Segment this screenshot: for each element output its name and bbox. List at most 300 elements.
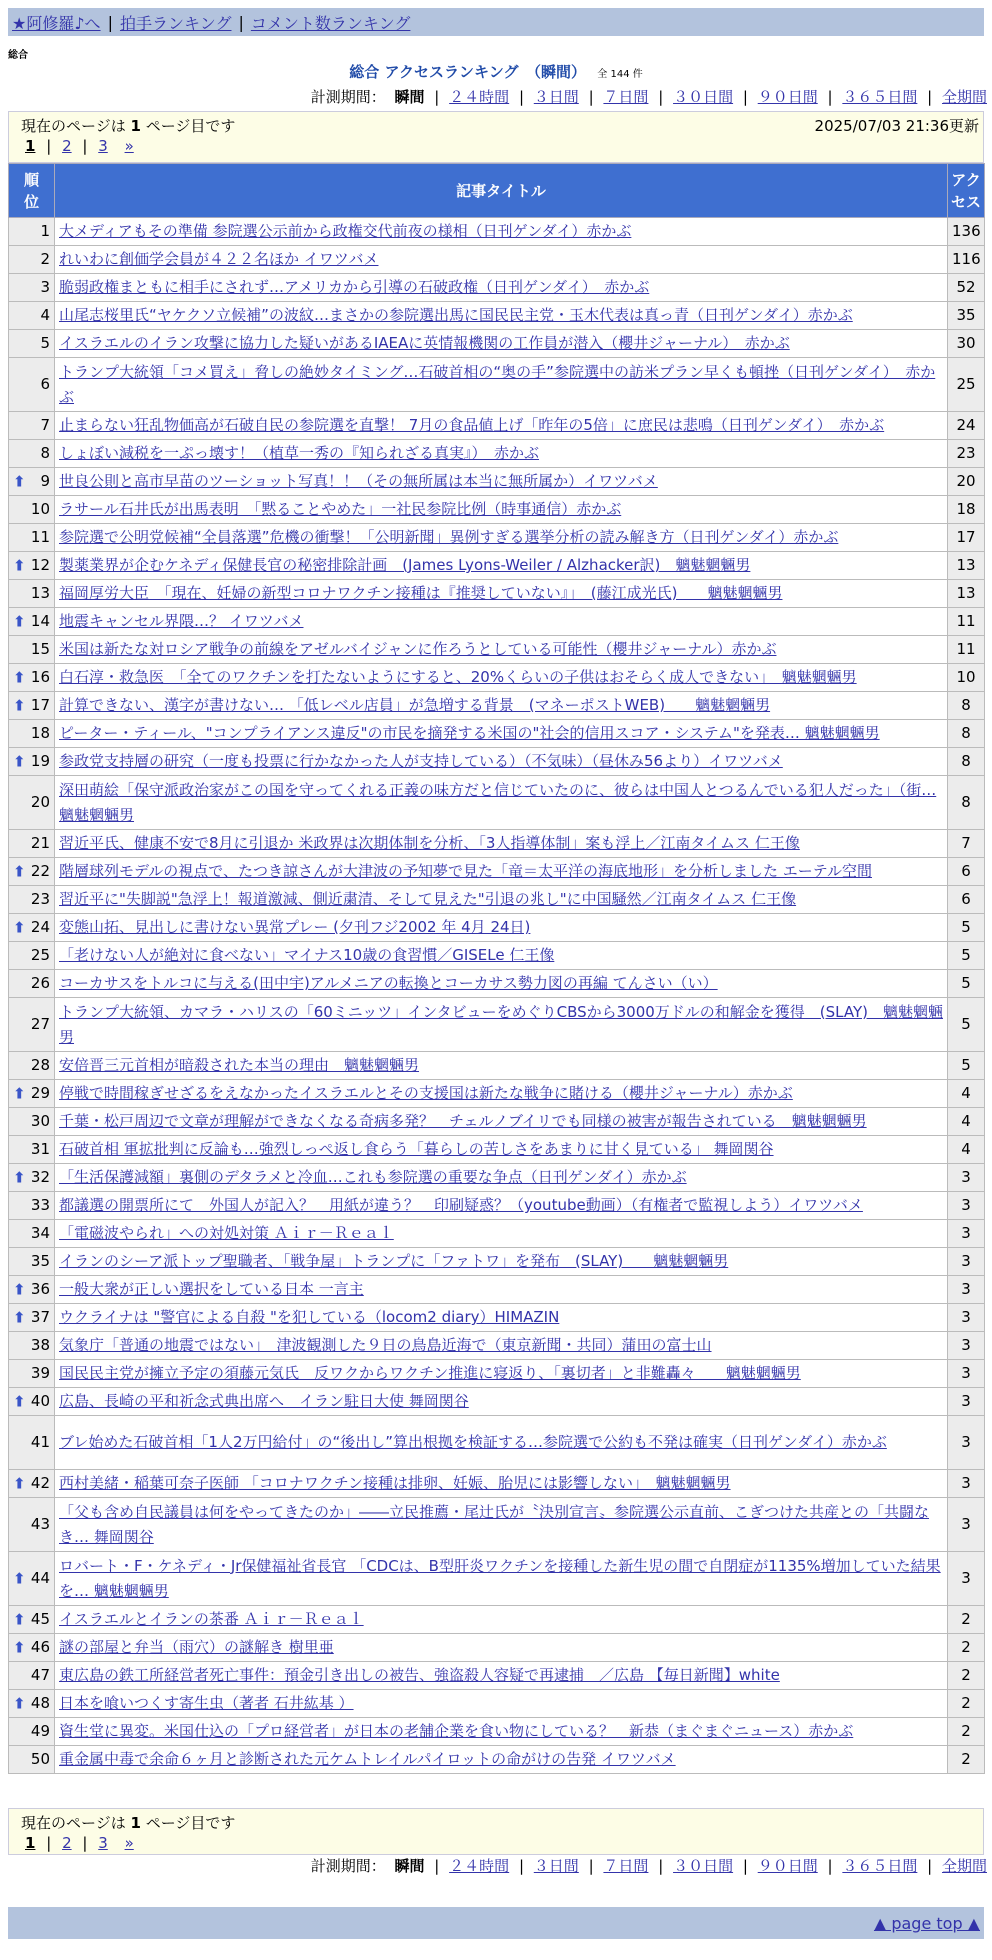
- page-info-text: 現在のページは 1 ページ目です: [21, 117, 236, 135]
- article-link[interactable]: 米国は新たな対ロシア戦争の前線をアゼルバイジャンに作ろうとしている可能性（櫻井ジャーナル）赤かぶ: [59, 640, 777, 658]
- table-row: [9, 1304, 985, 1332]
- rank-cell: [9, 1470, 55, 1498]
- access-count: 8: [948, 692, 985, 720]
- access-count: 4: [948, 1108, 985, 1136]
- rank-number: 31: [30, 1140, 50, 1158]
- rank-number: 34: [30, 1224, 50, 1242]
- rank-number: 15: [30, 640, 50, 658]
- rank-number: 38: [30, 1336, 50, 1354]
- article-link[interactable]: 日本を喰いつくす寄生虫（著者 石井紘基 ）: [59, 1694, 354, 1712]
- article-link[interactable]: 深田萌絵「保守派政治家がこの国を守ってくれる正義の味方だと信じていたのに、彼らは中国人とつるんでいる犯人だった」（街… 魑魅魍魎男: [59, 780, 937, 824]
- rank-cell: [9, 1360, 55, 1388]
- article-link[interactable]: 都議選の開票所にて 外国人が記入？ 用紙が違う？ 印刷疑惑？（youtube動画）（有権者で監視しよう）イワツバメ: [59, 1196, 863, 1214]
- article-link[interactable]: 「生活保護減額」裏側のデタラメと冷血…これも参院選の重要な争点（日刊ゲンダイ）赤かぶ: [59, 1168, 687, 1186]
- article-link[interactable]: 参政党支持層の研究（一度も投票に行かなかった人が支持している）（不気味）（昼休み56より）イワツバメ: [59, 752, 783, 770]
- next-page-link[interactable]: »: [124, 1834, 134, 1852]
- period-7d-link[interactable]: ７日間: [603, 88, 649, 106]
- rank-number: 49: [30, 1722, 50, 1740]
- access-count: 5: [948, 998, 985, 1052]
- rank-number: 30: [30, 1112, 50, 1130]
- rank-number: 37: [30, 1308, 50, 1326]
- article-link[interactable]: 世良公則と高市早苗のツーショット写真！！（その無所属は本当に無所属か）イワツバメ: [59, 472, 658, 490]
- article-link[interactable]: 地震キャンセル界隈…？ イワツバメ: [59, 612, 304, 630]
- article-link[interactable]: 一般大衆が正しい選択をしている日本 一言主: [59, 1280, 364, 1298]
- access-count: 6: [948, 858, 985, 886]
- title-cell: [55, 1220, 948, 1248]
- rank-cell: [9, 748, 55, 776]
- access-count: 3: [948, 1192, 985, 1220]
- title-cell: [55, 468, 948, 496]
- rank-number: 14: [30, 612, 50, 630]
- article-link[interactable]: 習近平に"失脚説"急浮上！報道激減、側近粛清、そして見えた"引退の兆し"に中国騒然／江南タイムス 仁王像: [59, 890, 797, 908]
- period-3d-link[interactable]: ３日間: [533, 88, 579, 106]
- access-count: 116: [948, 246, 985, 274]
- arrow-up-icon: ⬆: [13, 1308, 26, 1326]
- table-row: [9, 246, 985, 274]
- access-count: 8: [948, 748, 985, 776]
- table-row: [9, 330, 985, 358]
- rank-number: 23: [30, 890, 50, 908]
- article-link[interactable]: 「父も含め自民議員は何をやってきたのか」――立民推薦・尾辻氏が〝決別宣言〟参院選公示直前、こぎつけた共産との「共闘なき… 舞岡関谷: [59, 1502, 930, 1546]
- rank-number: 3: [40, 278, 50, 296]
- article-link[interactable]: イランのシーア派トップ聖職者、「戦争屋」トランプに「ファトワ」を発布 (SLAY) 魑魅魍魎男: [59, 1252, 729, 1270]
- title-cell: [55, 302, 948, 330]
- article-link[interactable]: トランプ大統領、カマラ・ハリスの「60ミニッツ」インタビューをめぐりCBSから3000万ドルの和解金を獲得 (SLAY) 魑魅魍魎男: [59, 1002, 943, 1046]
- arrow-up-icon: ⬆: [13, 472, 26, 490]
- rank-number: 8: [40, 444, 50, 462]
- access-count: 13: [948, 552, 985, 580]
- article-link[interactable]: 東広島の鉄工所経営者死亡事件：預金引き出しの被告、強盗殺人容疑で再逮捕 ／広島 【毎日新聞】white: [59, 1666, 780, 1684]
- period-30d-link[interactable]: ３０日間: [673, 1857, 734, 1875]
- table-row: [9, 1718, 985, 1746]
- rank-cell: [9, 1416, 55, 1470]
- article-link[interactable]: 安倍晋三元首相が暗殺された本当の理由 魑魅魍魎男: [59, 1056, 420, 1074]
- table-row: [9, 1416, 985, 1470]
- article-link[interactable]: れいわに創価学会員が４２２名ほか イワツバメ: [59, 250, 379, 268]
- article-link[interactable]: 西村美緒・稲葉可奈子医師 「コロナワクチン接種は排卵、妊娠、胎児には影響しない」 魑魅魍魎男: [59, 1474, 731, 1492]
- access-count: 25: [948, 358, 985, 412]
- rank-cell: [9, 1662, 55, 1690]
- title-cell: [55, 1662, 948, 1690]
- article-link[interactable]: 謎の部屋と弁当（雨穴）の謎解き 樹里亜: [59, 1638, 334, 1656]
- rank-number: 28: [30, 1056, 50, 1074]
- rank-number: 44: [30, 1569, 50, 1587]
- nav-separator: |: [238, 12, 244, 32]
- title-cell: [55, 664, 948, 692]
- title-cell: [55, 218, 948, 246]
- title-cell: [55, 1080, 948, 1108]
- article-link[interactable]: 石破首相 軍拡批判に反論も…強烈しっぺ返し食らう「暮らしの苦しさをあまりに甘く見ている」 舞岡関谷: [59, 1140, 774, 1158]
- access-count: 8: [948, 720, 985, 748]
- article-link[interactable]: 重金属中毒で余命６ヶ月と診断された元ケムトレイルパイロットの命がけの告発 イワツバメ: [59, 1750, 676, 1768]
- table-row: [9, 1136, 985, 1164]
- title-cell: [55, 1304, 948, 1332]
- access-count: 5: [948, 914, 985, 942]
- rank-cell: [9, 692, 55, 720]
- access-count: 3: [948, 1248, 985, 1276]
- period-all-link[interactable]: 全期間: [941, 88, 987, 106]
- access-count: 3: [948, 1470, 985, 1498]
- title-cell: [55, 998, 948, 1052]
- access-count: 5: [948, 1052, 985, 1080]
- rank-number: 12: [30, 556, 50, 574]
- article-link[interactable]: イスラエルのイラン攻撃に協力した疑いがあるIAEAに英情報機関の工作員が潜入（櫻井ジャーナル） 赤かぶ: [59, 334, 790, 352]
- title-cell: [55, 914, 948, 942]
- rank-number: 26: [30, 974, 50, 992]
- rank-number: 39: [30, 1364, 50, 1382]
- article-link[interactable]: 製薬業界が企むケネディ保健長官の秘密排除計画 (James Lyons-Weiler / Alzhacker訳) 魑魅魍魎男: [59, 556, 751, 574]
- rank-number: 40: [30, 1392, 50, 1410]
- title-cell: [55, 412, 948, 440]
- table-row: [9, 776, 985, 830]
- rank-number: 6: [40, 375, 50, 393]
- table-row: [9, 1248, 985, 1276]
- title-cell: [55, 1470, 948, 1498]
- home-link[interactable]: ★阿修羅♪へ: [12, 13, 101, 33]
- rank-number: 18: [30, 724, 50, 742]
- genre-label: 総合: [8, 50, 28, 61]
- title-cell: [55, 636, 948, 664]
- period-3d-link[interactable]: ３日間: [533, 1857, 579, 1875]
- article-link[interactable]: コーカサスをトルコに与える(田中宇)アルメニアの転換とコーカサス勢力図の再編 てんさい（い）: [59, 974, 718, 992]
- article-link[interactable]: 参院選で公明党候補“全員落選”危機の衝撃！「公明新聞」異例すぎる選挙分析の読み解き方（日刊ゲンダイ）赤かぶ: [59, 528, 839, 546]
- rank-number: 11: [30, 528, 50, 546]
- rank-number: 50: [30, 1750, 50, 1768]
- table-row: [9, 468, 985, 496]
- table-row: [9, 1690, 985, 1718]
- rank-number: 2: [40, 250, 50, 268]
- title-cell: [55, 1248, 948, 1276]
- article-link[interactable]: イスラエルとイランの茶番 Ａｉｒ－Ｒｅａｌ: [59, 1610, 364, 1628]
- access-count: 3: [948, 1276, 985, 1304]
- article-link[interactable]: 変態山拓、見出しに書けない異常プレー (夕刊フジ2002 年 4月 24日): [59, 918, 531, 936]
- comment-ranking-link[interactable]: コメント数ランキング: [250, 13, 411, 33]
- table-row: [9, 496, 985, 524]
- rank-cell: [9, 218, 55, 246]
- article-link[interactable]: 国民民主党が擁立予定の須藤元気氏 反ワクからワクチン推進に寝返り、「裏切者」と非難轟々 魑魅魍魎男: [59, 1364, 801, 1382]
- title-cell: [55, 970, 948, 998]
- title-cell: [55, 858, 948, 886]
- arrow-up-icon: ⬆: [13, 1474, 26, 1492]
- rank-cell: [9, 970, 55, 998]
- arrow-up-icon: ⬆: [13, 1084, 26, 1102]
- access-count: 3: [948, 1416, 985, 1470]
- period-7d-link[interactable]: ７日間: [603, 1857, 649, 1875]
- arrow-up-icon: ⬆: [13, 612, 26, 630]
- access-count: 3: [948, 1498, 985, 1552]
- rank-cell: [9, 886, 55, 914]
- title-cell: [55, 358, 948, 412]
- rank-number: 17: [30, 696, 50, 714]
- page-info-bottom: [8, 1808, 984, 1855]
- page-top-link[interactable]: ▲ page top ▲: [873, 1914, 980, 1933]
- title-cell: [55, 1746, 948, 1774]
- page-current: 1: [25, 1834, 36, 1852]
- access-count: 5: [948, 942, 985, 970]
- access-count: 10: [948, 664, 985, 692]
- article-link[interactable]: ロバート・F・ケネディ・Jr保健福祉省長官 「CDCは、B型肝炎ワクチンを接種した新生児の間で自閉症が1135%増加していた結果を… 魑魅魍魎男: [59, 1556, 941, 1600]
- period-24h-link[interactable]: ２４時間: [449, 1857, 510, 1875]
- table-row: [9, 524, 985, 552]
- pagination-bottom: 1 | 2 | 3 »: [25, 1834, 134, 1852]
- article-link[interactable]: 福岡厚労大臣 「現在、妊婦の新型コロナワクチン接種は『推奨していない』」 (藤江成光氏) 魑魅魍魎男: [59, 584, 783, 602]
- access-count: 7: [948, 830, 985, 858]
- article-link[interactable]: 気象庁「普通の地震ではない」 津波観測した９日の鳥島近海で（東京新聞・共同）蒲田の富士山: [59, 1336, 712, 1354]
- access-count: 30: [948, 330, 985, 358]
- clap-ranking-link[interactable]: 拍手ランキング: [119, 13, 232, 33]
- rank-number: 27: [30, 1015, 50, 1033]
- page-2-link[interactable]: 2: [62, 137, 72, 155]
- table-row: [9, 358, 985, 412]
- page-3-link[interactable]: 3: [98, 1834, 108, 1852]
- period-365d-link[interactable]: ３６５日間: [842, 88, 918, 106]
- title-column-header: 記事タイトル: [55, 164, 948, 218]
- access-count: 52: [948, 274, 985, 302]
- article-link[interactable]: 「老けない人が絶対に食べない」マイナス10歳の食習慣／GISELe 仁王像: [59, 946, 555, 964]
- table-row: [9, 858, 985, 886]
- article-link[interactable]: 習近平氏、健康不安で8月に引退か 米政界は次期体制を分析、「3人指導体制」案も浮上／江南タイムス 仁王像: [59, 834, 800, 852]
- arrow-up-icon: ⬆: [13, 918, 26, 936]
- total-count: 全 144 件: [597, 69, 643, 80]
- rank-number: 41: [30, 1433, 50, 1451]
- title-cell: [55, 1108, 948, 1136]
- table-row: [9, 218, 985, 246]
- title-cell: [55, 692, 948, 720]
- table-row: [9, 1108, 985, 1136]
- access-count: 2: [948, 1662, 985, 1690]
- title-cell: [55, 1606, 948, 1634]
- article-link[interactable]: ウクライナは "警官による自殺 "を犯している（locom2 diary）HIMAZIN: [59, 1308, 560, 1326]
- article-link[interactable]: 白石淳・救急医 「全てのワクチンを打たないようにすると、20%くらいの子供はおそらく成人できない」 魑魅魍魎男: [59, 668, 857, 686]
- access-count: 3: [948, 1332, 985, 1360]
- article-link[interactable]: 停戦で時間稼ぎせざるをえなかったイスラエルとその支援国は新たな戦争に賭ける（櫻井ジャーナル）赤かぶ: [59, 1084, 793, 1102]
- rank-cell: [9, 524, 55, 552]
- rank-cell: [9, 1746, 55, 1774]
- rank-cell: [9, 412, 55, 440]
- access-count: 3: [948, 1552, 985, 1606]
- ranking-table: [8, 163, 985, 1774]
- rank-number: 29: [30, 1084, 50, 1102]
- arrow-up-icon: ⬆: [13, 1569, 26, 1587]
- rank-number: 22: [30, 862, 50, 880]
- table-row: [9, 942, 985, 970]
- rank-cell: [9, 274, 55, 302]
- rank-cell: [9, 1052, 55, 1080]
- rank-number: 10: [30, 500, 50, 518]
- arrow-up-icon: ⬆: [13, 696, 26, 714]
- pagination-top: 1 | 2 | 3 »: [25, 137, 134, 155]
- table-row: [9, 274, 985, 302]
- period-label: 計測期間：: [310, 1857, 386, 1875]
- rank-cell: [9, 1108, 55, 1136]
- page-2-link[interactable]: 2: [62, 1834, 72, 1852]
- period-label: 計測期間：: [310, 88, 386, 106]
- rank-cell: [9, 1552, 55, 1606]
- article-link[interactable]: ピーター・ティール、"コンプライアンス違反"の市民を摘発する米国の"社会的信用スコア・システム"を発表… 魑魅魍魎男: [59, 724, 880, 742]
- page-info-text: 現在のページは 1 ページ目です: [21, 1814, 236, 1832]
- title-cell: [55, 1718, 948, 1746]
- rank-cell: [9, 1080, 55, 1108]
- table-row: [9, 1332, 985, 1360]
- title-cell: [55, 1136, 948, 1164]
- arrow-up-icon: ⬆: [13, 752, 26, 770]
- title-cell: [55, 1634, 948, 1662]
- table-row: [9, 1220, 985, 1248]
- rank-number: 21: [30, 834, 50, 852]
- updated-timestamp: 2025/07/03 21:36更新: [814, 117, 979, 135]
- rank-number: 13: [30, 584, 50, 602]
- title-cell: [55, 942, 948, 970]
- article-link[interactable]: 大メディアもその準備 参院選公示前から政権交代前夜の様相（日刊ゲンダイ）赤かぶ: [59, 222, 632, 240]
- rank-cell: [9, 1332, 55, 1360]
- table-row: [9, 1388, 985, 1416]
- access-count: 2: [948, 1606, 985, 1634]
- article-link[interactable]: 階層球列モデルの視点で、たつき諒さんが大津波の予知夢で見た「竜＝太平洋の海底地形」を分析しました エーテル空間: [59, 862, 872, 880]
- table-row: [9, 1360, 985, 1388]
- title-cell: [55, 552, 948, 580]
- access-count: 13: [948, 580, 985, 608]
- rank-cell: [9, 1304, 55, 1332]
- access-count: 3: [948, 1304, 985, 1332]
- table-row: [9, 440, 985, 468]
- rank-number: 24: [30, 918, 50, 936]
- rank-number: 1: [40, 222, 50, 240]
- table-row: [9, 830, 985, 858]
- article-link[interactable]: ブレ始めた石破首相「1人2万円給付」の“後出し”算出根拠を検証する…参院選で公約も不発は確実（日刊ゲンダイ）赤かぶ: [59, 1433, 887, 1451]
- title-cell: [55, 748, 948, 776]
- period-365d-link[interactable]: ３６５日間: [842, 1857, 918, 1875]
- period-30d-link[interactable]: ３０日間: [673, 88, 734, 106]
- table-row: [9, 1192, 985, 1220]
- article-link[interactable]: 脆弱政権まともに相手にされず…アメリカから引導の石破政権（日刊ゲンダイ） 赤かぶ: [59, 278, 650, 296]
- rank-column-header: 順位: [9, 164, 55, 218]
- table-row: [9, 1164, 985, 1192]
- access-count: 2: [948, 1718, 985, 1746]
- article-link[interactable]: ラサール石井氏が出馬表明 「黙ることやめた」一社民参院比例（時事通信）赤かぶ: [59, 500, 622, 518]
- next-page-link[interactable]: »: [124, 137, 134, 155]
- table-row: [9, 720, 985, 748]
- access-count: 24: [948, 412, 985, 440]
- table-row: [9, 1634, 985, 1662]
- rank-cell: [9, 998, 55, 1052]
- title-cell: [55, 496, 948, 524]
- table-row: [9, 1470, 985, 1498]
- access-count: 136: [948, 218, 985, 246]
- period-90d-link[interactable]: ９０日間: [757, 88, 818, 106]
- rank-cell: [9, 496, 55, 524]
- arrow-up-icon: ⬆: [13, 668, 26, 686]
- table-row: [9, 1276, 985, 1304]
- top-nav-bar: [8, 8, 984, 36]
- access-count: 11: [948, 636, 985, 664]
- rank-cell: [9, 246, 55, 274]
- title-cell: [55, 776, 948, 830]
- arrow-up-icon: ⬆: [13, 556, 26, 574]
- arrow-up-icon: ⬆: [13, 1280, 26, 1298]
- article-link[interactable]: 計算できない、漢字が書けない… 「低レベル店員」が急増する背景 (マネーポストWEB) 魑魅魍魎男: [59, 696, 771, 714]
- page-3-link[interactable]: 3: [98, 137, 108, 155]
- title-cell: [55, 830, 948, 858]
- table-row: [9, 886, 985, 914]
- title-cell: [55, 1498, 948, 1552]
- period-selector-top: 計測期間： 瞬間 | ２４時間 | ３日間 | ７日間 | ３０日間 | ９０日間 | ３６５日間 | 全期間: [310, 88, 987, 106]
- rank-number: 33: [30, 1196, 50, 1214]
- article-link[interactable]: しょぼい減税を一ぷっ壊す！（植草一秀の『知られざる真実』） 赤かぶ: [59, 444, 540, 462]
- page-current: 1: [25, 137, 36, 155]
- title-cell: [55, 1164, 948, 1192]
- article-link[interactable]: 山尾志桜里氏“ヤケクソ立候補”の波紋…まさかの参院選出馬に国民民主党・玉木代表は真っ青（日刊ゲンダイ）赤かぶ: [59, 306, 853, 324]
- access-count: 6: [948, 886, 985, 914]
- table-row: [9, 412, 985, 440]
- table-row: [9, 552, 985, 580]
- access-count: 3: [948, 1220, 985, 1248]
- arrow-up-icon: ⬆: [13, 1694, 26, 1712]
- article-link[interactable]: 千葉・松戸周辺で文章が理解ができなくなる奇病多発？ チェルノブイリでも同様の被害が報告されている 魑魅魍魎男: [59, 1112, 867, 1130]
- title-cell: [55, 440, 948, 468]
- footer-bar: [8, 1907, 984, 1939]
- title-cell: [55, 580, 948, 608]
- title-cell: [55, 1192, 948, 1220]
- arrow-up-icon: ⬆: [13, 862, 26, 880]
- title-cell: [55, 524, 948, 552]
- rank-cell: [9, 580, 55, 608]
- rank-cell: [9, 1164, 55, 1192]
- rank-cell: [9, 1606, 55, 1634]
- rank-cell: [9, 858, 55, 886]
- article-link[interactable]: 広島、長崎の平和祈念式典出席へ イラン駐日大使 舞岡関谷: [59, 1392, 469, 1410]
- article-link[interactable]: トランプ大統領「コメ買え」脅しの絶妙タイミング…石破首相の“奥の手”参院選中の訪米プラン早くも頓挫（日刊ゲンダイ） 赤かぶ: [59, 362, 936, 406]
- article-link[interactable]: 資生堂に異変。米国仕込の「プロ経営者」が日本の老舗企業を食い物にしている？ 新恭（まぐまぐニュース）赤かぶ: [59, 1722, 854, 1740]
- access-count: 3: [948, 1388, 985, 1416]
- page-title: [0, 61, 992, 82]
- access-count: 5: [948, 970, 985, 998]
- title-cell: [55, 1388, 948, 1416]
- table-row: [9, 1052, 985, 1080]
- table-row: [9, 664, 985, 692]
- title-cell: [55, 274, 948, 302]
- rank-cell: [9, 1220, 55, 1248]
- rank-number: 16: [30, 668, 50, 686]
- article-link[interactable]: 止まらない狂乱物価高が石破自民の参院選を直撃！ 7月の食品値上げ「昨年の5倍」に庶民は悲鳴（日刊ゲンダイ） 赤かぶ: [59, 416, 885, 434]
- title-cell: [55, 1052, 948, 1080]
- table-row: [9, 302, 985, 330]
- rank-cell: [9, 720, 55, 748]
- table-row: [9, 1498, 985, 1552]
- rank-number: 36: [30, 1280, 50, 1298]
- period-all-link[interactable]: 全期間: [941, 1857, 987, 1875]
- title-cell: [55, 330, 948, 358]
- access-count: 3: [948, 1360, 985, 1388]
- rank-cell: [9, 552, 55, 580]
- table-row: [9, 914, 985, 942]
- rank-cell: [9, 1136, 55, 1164]
- article-link[interactable]: 「電磁波やられ」への対処対策 Ａｉｒ－Ｒｅａｌ: [59, 1224, 394, 1242]
- title-cell: [55, 886, 948, 914]
- period-90d-link[interactable]: ９０日間: [757, 1857, 818, 1875]
- rank-number: 5: [40, 334, 50, 352]
- rank-cell: [9, 1498, 55, 1552]
- rank-number: 20: [30, 793, 50, 811]
- table-row: [9, 748, 985, 776]
- title-cell: [55, 1276, 948, 1304]
- title-cell: [55, 1332, 948, 1360]
- access-count: 35: [948, 302, 985, 330]
- rank-number: 47: [30, 1666, 50, 1684]
- table-row: [9, 1552, 985, 1606]
- period-24h-link[interactable]: ２４時間: [449, 88, 510, 106]
- rank-cell: [9, 664, 55, 692]
- rank-cell: [9, 608, 55, 636]
